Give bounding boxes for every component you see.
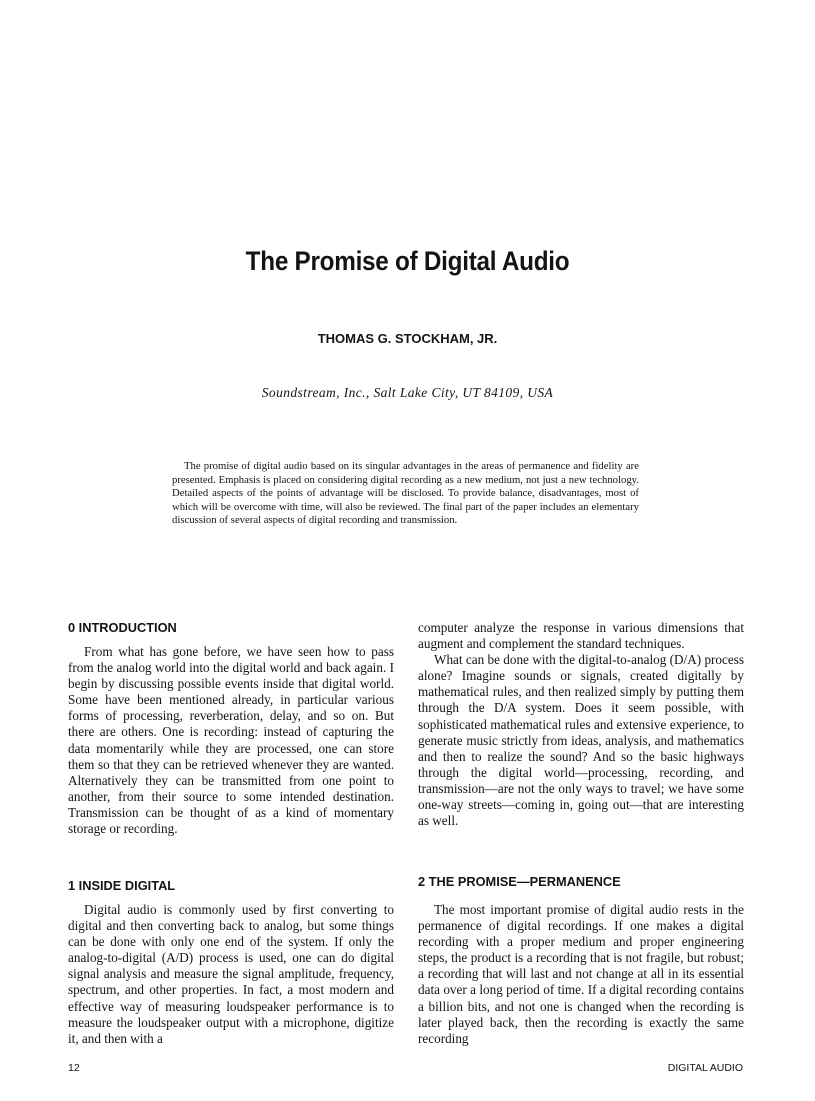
section-heading-promise-permanence: 2 THE PROMISE—PERMANENCE (418, 874, 621, 889)
right-column-bottom (418, 902, 744, 1047)
section-heading-inside-digital: 1 INSIDE DIGITAL (68, 878, 176, 893)
inside-paragraph-1: Digital audio is commonly used by first converting to digital and then converting back to analog, but some things can be done with only one end of the system. If only the analog-to-digital (A/D) process is used, one can do digital signal analysis and measure the signal amplitude, frequency, spectrum, and other properties. In fact, a most modern and effective way of measuring loudspeaker performance is to measure the loudspeaker output with a microphone, digitize it, and then with a (68, 902, 394, 1046)
paper-title: The Promise of Digital Audio (245, 246, 570, 276)
inside-paragraph-2: What can be done with the digital-to-analog (D/A) process alone? Imagine sounds or signals, created digitally by mathematical rules, and then realized simply by putting them through the D/A system. Does it seem possible, with sophisticated mathematical rules and extensive experience, to generate music strictly from ideas, analysis, and mathematics and then to realize the sound? And so the basic highways through the digital world—processing, recording, and transmission—are not the only ways to travel; we have some one-way streets—coming in, going out—that are interesting as well. (418, 652, 744, 829)
running-footer: DIGITAL AUDIO (667, 1062, 743, 1074)
right-column-top (418, 620, 744, 829)
author-affiliation: Soundstream, Inc., Salt Lake City, UT 84109, USA (261, 385, 554, 400)
page-number: 12 (68, 1062, 80, 1074)
inside-paragraph-1-continued: computer analyze the response in various dimensions that augment and complement the standard techniques. (418, 620, 744, 652)
left-column-bottom (68, 902, 394, 1047)
author-name: THOMAS G. STOCKHAM, JR. (317, 331, 498, 346)
intro-paragraph: From what has gone before, we have seen how to pass from the analog world into the digital world and back again. I begin by discussing possible events inside that digital world. Some have been mentioned already, in particular various forms of processing, reverberation, delay, and so on. But there are others. One is recording: instead of capturing the data momentarily while they are processed, one can store them so that they can be retrieved whenever they are wanted. Alternatively they can be transmitted from one point to another, from their source to some intended destination. Transmission can be thought of as a kind of momentary storage or recording. (68, 644, 394, 837)
left-column-top (68, 644, 394, 837)
section-heading-introduction: 0 INTRODUCTION (68, 620, 177, 635)
abstract: The promise of digital audio based on its singular advantages in the areas of permanence and fidelity are presented. Emphasis is placed on considering digital recording as a new medium, not just a new technology. Detailed aspects of the points of advantage will be disclosed. To provide balance, disadvantages, most of which will be overcome with time, will also be reviewed. The final part of the paper includes an elementary discussion of several aspects of digital recording and transmission. (172, 460, 639, 527)
promise-paragraph-1: The most important promise of digital audio rests in the permanence of digital recordings. If one makes a digital recording with a proper medium and proper engineering steps, the product is a recording that is not fragile, but robust; a recording that will last and not change at all in its essential data over a long period of time. If a digital recording contains a billion bits, and not one is changed when the recording is later played back, then the recording is exactly the same recording (418, 902, 744, 1046)
